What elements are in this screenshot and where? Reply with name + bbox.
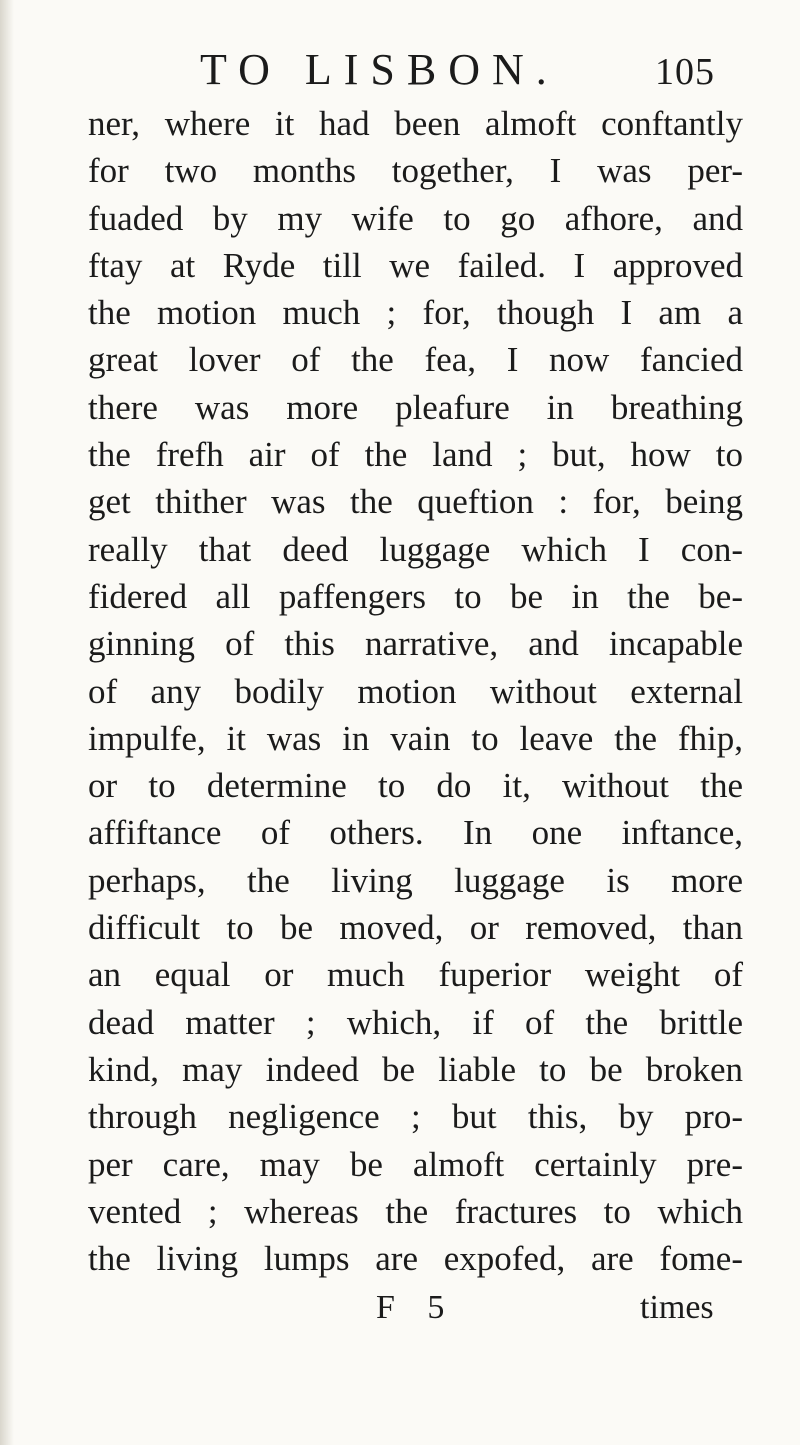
text-line: the motion much ; for, though I am a [88,293,743,333]
text-line: for two months together, I was per- [88,151,743,191]
running-title: TO LISBON. [200,45,559,94]
text-line: affiftance of others. In one inftance, [88,813,743,853]
text-line: or to determine to do it, without the [88,766,743,806]
text-line: get thither was the queftion : for, being [88,482,743,522]
text-line: of any bodily motion without external [88,671,743,711]
text-line: per care, may be almoft certainly pre- [88,1144,743,1184]
text-line: ner, where it had been almoft conftantly [88,104,743,143]
text-line: fidered all paffengers to be in the be- [88,576,743,616]
text-line: the frefh air of the land ; but, how to [88,435,743,475]
page-edge-shadow [0,0,14,1445]
text-line: ftay at Ryde till we failed. I approved [88,245,743,285]
text-line: ginning of this narrative, and incapable [88,624,743,664]
signature-mark: F 5 [376,1289,457,1326]
text-line: kind, may indeed be liable to be broken [88,1049,743,1089]
text-line: fuaded by my wife to go afhore, and [88,198,743,238]
text-line: impulfe, it was in vain to leave the fhip, [88,718,743,758]
text-line: vented ; whereas the fractures to which [88,1191,743,1231]
page-number: 105 [655,51,715,93]
text-line: great lover of the fea, I now fancied [88,340,743,380]
text-line: dead matter ; which, if of the brittle [88,1002,743,1042]
catchword: times [640,1289,714,1326]
text-line: perhaps, the living luggage is more [88,860,743,900]
text-line: the living lumps are expofed, are fome- [88,1239,743,1279]
page-footer [0,1284,800,1334]
text-line: difficult to be moved, or removed, than [88,908,743,948]
body-text [88,100,743,1282]
text-line: there was more pleafure in breathing [88,387,743,427]
text-line: an equal or much fuperior weight of [88,955,743,995]
text-line: really that deed luggage which I con- [88,529,743,569]
running-head [0,40,800,100]
text-line: through negligence ; but this, by pro- [88,1097,743,1137]
